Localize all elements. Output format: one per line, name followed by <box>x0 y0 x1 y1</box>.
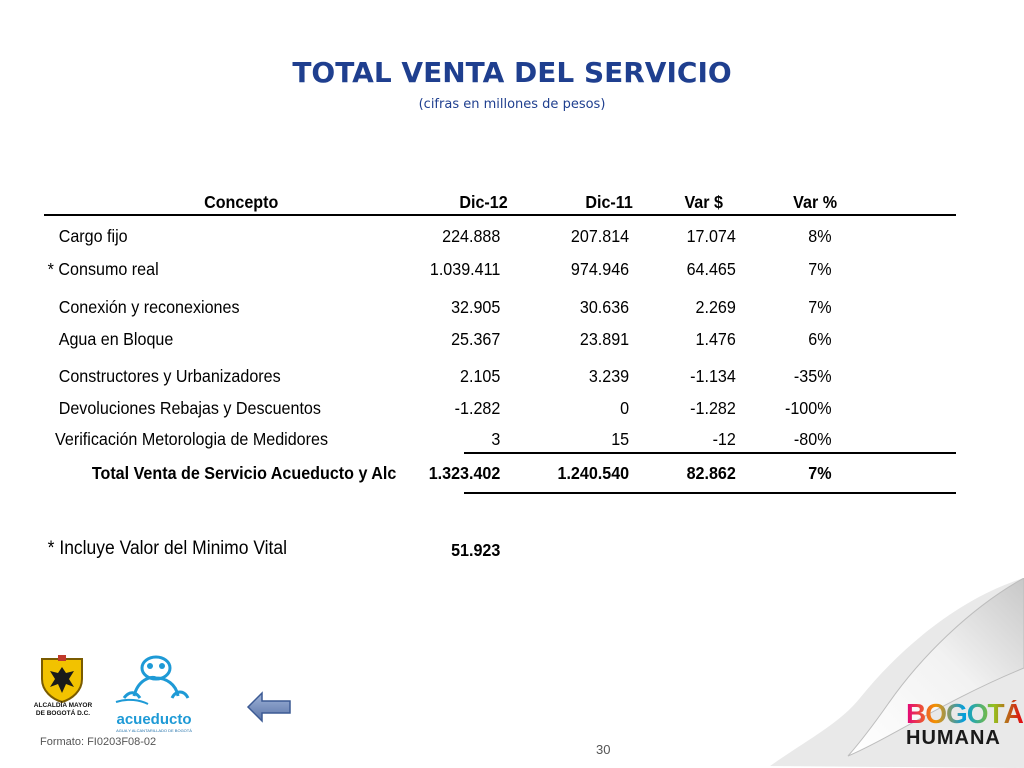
note-label: * Incluye Valor del Minimo Vital <box>47 538 288 559</box>
header-concepto: Concepto <box>204 192 279 212</box>
cell-dic11: 3.239 <box>588 366 630 386</box>
cell-var-abs: 2.269 <box>695 297 736 317</box>
page-number: 30 <box>596 742 611 757</box>
cell-dic12: 32.905 <box>451 297 501 317</box>
cell-dic12: 25.367 <box>451 329 501 349</box>
cell-var-pct: -35% <box>793 366 832 386</box>
humana-word: HUMANA <box>906 727 1001 749</box>
cell-dic12: -1.282 <box>454 398 501 418</box>
alcaldia-line2: DE BOGOTÁ D.C. <box>35 710 91 717</box>
header-var-abs: Var $ <box>684 192 723 212</box>
cell-var-pct: 7% <box>808 297 832 317</box>
total-dic12: 1.323.402 <box>428 463 501 483</box>
alcaldia-label <box>22 702 104 718</box>
cell-dic11: 207.814 <box>570 226 630 246</box>
header-dic11: Dic-11 <box>585 192 633 212</box>
cell-var-abs: -12 <box>712 429 736 449</box>
alcaldia-line1: ALCALDÍA MAYOR <box>33 702 93 709</box>
cell-dic12: 3 <box>491 429 501 449</box>
frog-icon <box>112 654 196 716</box>
bogota-humana-logo <box>906 700 1023 748</box>
row-label: Verificación Metorologia de Medidores <box>55 429 329 449</box>
cell-var-abs: -1.134 <box>690 366 736 386</box>
formato-code: Formato: FI0203F08-02 <box>40 736 157 748</box>
cell-var-abs: -1.282 <box>690 398 736 418</box>
row-label: Conexión y reconexiones <box>58 297 240 317</box>
cell-var-pct: -80% <box>793 429 832 449</box>
cell-dic12: 224.888 <box>442 226 501 246</box>
cell-var-pct: 8% <box>808 226 832 246</box>
cell-dic11: 30.636 <box>579 297 630 317</box>
cell-dic11: 974.946 <box>570 259 630 279</box>
cell-var-abs: 64.465 <box>686 259 736 279</box>
row-label: Constructores y Urbanizadores <box>58 366 281 386</box>
cell-var-pct: -100% <box>784 398 832 418</box>
cell-var-pct: 7% <box>808 259 832 279</box>
cell-dic11: 0 <box>620 398 630 418</box>
header-rule <box>44 214 956 216</box>
row-label: * Consumo real <box>47 259 159 279</box>
acueducto-subtext: AGUA Y ALCANTARILLADO DE BOGOTÁ <box>116 728 192 733</box>
header-var-pct: Var % <box>793 192 838 212</box>
row-label: Agua en Bloque <box>58 329 174 349</box>
acueducto-text: acueducto <box>116 711 192 728</box>
cell-dic11: 15 <box>611 429 630 449</box>
total-label: Total Venta de Servicio Acueducto y Alc <box>91 463 397 483</box>
cell-dic12: 2.105 <box>460 366 501 386</box>
row-label: Cargo fijo <box>58 226 128 246</box>
alcaldia-crest-icon <box>36 655 88 703</box>
bogota-word: BOGOTÁ <box>906 698 1023 729</box>
total-top-rule <box>464 452 956 454</box>
cell-dic11: 23.891 <box>579 329 630 349</box>
back-arrow-icon[interactable] <box>246 690 292 724</box>
total-var-abs: 82.862 <box>686 463 736 483</box>
total-dic11: 1.240.540 <box>557 463 630 483</box>
page-title: TOTAL VENTA DEL SERVICIO <box>292 56 732 89</box>
cell-var-abs: 17.074 <box>686 226 736 246</box>
cell-dic12: 1.039.411 <box>429 259 501 279</box>
note-value: 51.923 <box>451 540 501 560</box>
header-dic12: Dic-12 <box>459 192 508 212</box>
acueducto-logo <box>112 654 196 733</box>
cell-var-abs: 1.476 <box>695 329 736 349</box>
total-var-pct: 7% <box>808 463 832 483</box>
cell-var-pct: 6% <box>808 329 832 349</box>
page-subtitle: (cifras en millones de pesos) <box>418 97 606 112</box>
row-label: Devoluciones Rebajas y Descuentos <box>58 398 321 418</box>
total-bottom-rule <box>464 492 956 494</box>
